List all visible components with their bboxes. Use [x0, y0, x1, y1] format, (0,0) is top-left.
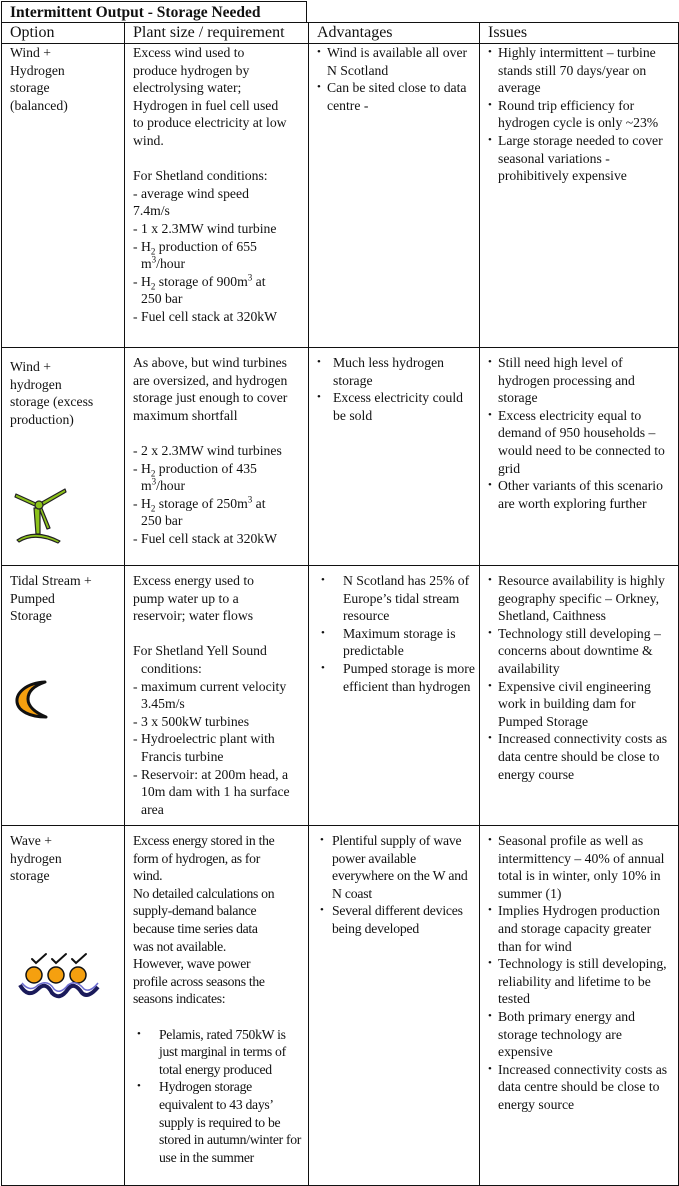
advantage-item: • Can be sited close to data centre -	[317, 79, 475, 114]
spec-line: - Hydroelectric plant with	[133, 731, 275, 747]
option-cell	[2, 44, 125, 348]
option-text: storage	[10, 80, 50, 96]
option-cell	[2, 826, 125, 1186]
table-row	[2, 566, 679, 826]
plant-text: Excess wind used to	[133, 45, 245, 60]
column-header-plant: Plant size / requirement	[125, 23, 309, 44]
plant-text: reservoir; water flows	[133, 608, 254, 624]
option-text: Wave +	[10, 833, 52, 848]
plant-text: profile across seasons the	[133, 973, 265, 989]
issue-item: • Increased connectivity costs as data centre should be close to energy course	[488, 730, 674, 783]
spec-line: - 1 x 2.3MW wind turbine	[133, 220, 277, 236]
option-text: storage	[10, 868, 50, 884]
issue-item: • Increased connectivity costs as data centre should be close to energy source	[488, 1061, 674, 1114]
issues-cell	[480, 826, 679, 1186]
advantage-item: • Maximum storage is predictable	[317, 625, 475, 660]
table-row	[2, 826, 679, 1186]
wind-turbine-icon	[10, 484, 120, 549]
wave-power-icon	[18, 951, 120, 1006]
plant-text: wind.	[133, 868, 163, 884]
spec-line: 250 bar	[141, 513, 183, 529]
issue-item: • Round trip efficiency for hydrogen cycle is only ~23%	[488, 97, 674, 132]
table-row	[2, 44, 679, 348]
spec-line: $m^3$/hour	[141, 476, 186, 494]
option-text: production)	[10, 411, 74, 427]
spec-line: 10m dam with 1 ha surface	[141, 784, 290, 800]
issue-item: • Expensive civil engineering work in building dam for Pumped Storage	[488, 678, 674, 731]
plant-bullet: • Hydrogen storage equivalent to 43 days’ supply is required to be stored in autumn/winter for use in the summer	[133, 1078, 304, 1166]
spec-line: - Fuel cell stack at 320kW	[133, 530, 278, 546]
advantage-item: • Several different devices being developed	[317, 902, 475, 937]
spec-line: - 3 x 500kW turbines	[133, 713, 250, 729]
advantage-item: • Wind is available all over N Scotland	[317, 44, 475, 79]
option-cell	[2, 348, 125, 566]
option-text: Tidal Stream +	[10, 573, 92, 588]
advantages-cell	[309, 566, 480, 826]
option-text: (balanced)	[10, 97, 68, 113]
plant-text: However, wave power	[133, 956, 251, 972]
spec-line: - $H_2$ storage of $250m^3$ at	[133, 494, 266, 514]
issue-item: • Technology still developing – concerns about downtime & availability	[488, 625, 674, 678]
spec-line: - Fuel cell stack at 320kW	[133, 308, 278, 324]
plant-text: pump water up to a	[133, 590, 239, 606]
spec-line: - $H_2$ storage of $900m^3$ at	[133, 272, 266, 292]
plant-text: Excess energy used to	[133, 573, 255, 588]
plant-text: because time series data	[133, 920, 258, 936]
issue-item: • Technology is still developing, reliability and lifetime to be tested	[488, 955, 674, 1008]
issue-item: • Excess electricity equal to demand of 950 households – would need to be connected to grid	[488, 407, 674, 477]
option-text: Storage	[10, 608, 52, 624]
issue-item: • Highly intermittent – turbine stands still 70 days/year on average	[488, 44, 674, 97]
plant-text: storage just enough to cover	[133, 390, 288, 406]
advantage-item: • N Scotland has 25% of Europe’s tidal stream resource	[317, 572, 475, 625]
spec-line: area	[141, 801, 164, 817]
issues-cell	[480, 44, 679, 348]
plant-text: maximum shortfall	[133, 407, 238, 423]
issue-item: • Large storage needed to cover seasonal variations - prohibitively expensive	[488, 132, 674, 185]
plant-cell	[125, 44, 309, 348]
issues-cell	[480, 348, 679, 566]
plant-text: form of hydrogen, as for	[133, 850, 260, 866]
spec-line: - maximum current velocity	[133, 678, 287, 694]
plant-text: are oversized, and hydrogen	[133, 372, 288, 388]
plant-text: As above, but wind turbines	[133, 355, 287, 370]
spec-line: - 2 x 2.3MW wind turbines	[133, 442, 282, 458]
column-header-advantages: Advantages	[309, 23, 480, 44]
spec-line: - $H_2$ production of 655	[133, 238, 257, 257]
table-title: Intermittent Output - Storage Needed	[1, 1, 307, 23]
advantages-cell	[309, 348, 480, 566]
plant-text: was not available.	[133, 938, 227, 954]
issue-item: • Both primary energy and storage technology are expensive	[488, 1008, 674, 1061]
plant-heading: For Shetland conditions:	[133, 168, 268, 184]
advantage-item: • Much less hydrogen storage	[317, 354, 475, 389]
advantages-cell	[309, 44, 480, 348]
issue-item: • Other variants of this scenario are worth exploring further	[488, 477, 674, 512]
spec-line: $m^3$/hour	[141, 254, 186, 272]
header-row	[2, 23, 679, 44]
plant-text: produce hydrogen by	[133, 62, 250, 78]
option-text: Wind +	[10, 45, 52, 60]
plant-cell	[125, 348, 309, 566]
comparison-table	[1, 22, 679, 1186]
plant-text: Excess energy stored in the	[133, 833, 275, 848]
option-text: storage (excess	[10, 394, 94, 410]
plant-text: to produce electricity at low	[133, 115, 287, 131]
issue-item: • Still need high level of hydrogen processing and storage	[488, 354, 674, 407]
issues-cell	[480, 566, 679, 826]
spec-line: conditions:	[141, 660, 202, 676]
plant-text: Hydrogen in fuel cell used	[133, 97, 279, 113]
option-text: hydrogen	[10, 376, 62, 392]
spec-line: - Reservoir: at 200m head, a	[133, 766, 289, 782]
issue-item: • Seasonal profile as well as intermittency – 40% of annual total is in winter, only 10% in summer (1)	[488, 832, 674, 902]
spec-line: Francis turbine	[141, 748, 224, 764]
plant-bullet: • Pelamis, rated 750kW is just marginal in terms of total energy produced	[133, 1026, 304, 1079]
column-header-issues: Issues	[480, 23, 679, 44]
issue-item: • Resource availability is highly geography specific – Orkney, Shetland, Caithness	[488, 572, 674, 625]
spec-line: - $H_2$ production of 435	[133, 460, 257, 479]
option-cell	[2, 566, 125, 826]
spec-line: - average wind speed	[133, 185, 249, 201]
issue-item: • Implies Hydrogen production and storage capacity greater than for wind	[488, 902, 674, 955]
advantage-item: • Excess electricity could be sold	[317, 389, 475, 424]
option-text: Wind +	[10, 359, 52, 374]
option-text: Hydrogen	[10, 62, 65, 78]
plant-cell	[125, 566, 309, 826]
advantage-item: • Pumped storage is more efficient than hydrogen	[317, 660, 475, 695]
plant-heading: For Shetland Yell Sound	[133, 643, 267, 659]
plant-text: No detailed calculations on	[133, 885, 275, 901]
spec-line: 3.45m/s	[141, 696, 185, 712]
option-text: Pumped	[10, 590, 55, 606]
plant-text: seasons indicates:	[133, 991, 226, 1007]
plant-text: electrolysing water;	[133, 80, 242, 96]
spec-line: 250 bar	[141, 291, 183, 307]
advantages-cell	[309, 826, 480, 1186]
plant-text: supply-demand balance	[133, 903, 257, 919]
plant-cell	[125, 826, 309, 1186]
spec-line: 7.4m/s	[133, 203, 170, 219]
crescent-moon-icon	[12, 679, 120, 724]
advantage-item: • Plentiful supply of wave power available everywhere on the W and N coast	[317, 832, 475, 902]
plant-text: wind.	[133, 132, 164, 148]
table-row	[2, 348, 679, 566]
column-header-option: Option	[2, 23, 125, 44]
option-text: hydrogen	[10, 850, 62, 866]
